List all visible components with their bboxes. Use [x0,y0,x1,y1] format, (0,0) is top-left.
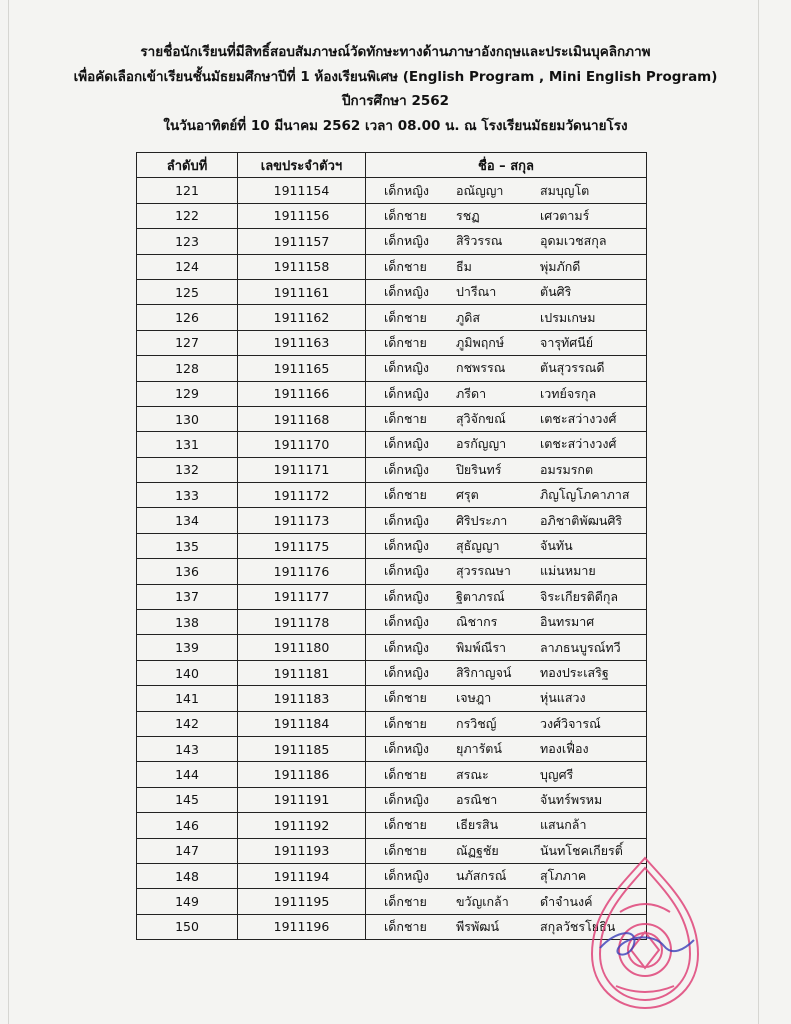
name-title: เด็กหญิง [384,385,429,401]
row-number: 138 [137,610,238,635]
table-row [137,406,647,431]
first-name: สิริวรรณ [456,233,503,249]
table-row [137,863,647,888]
student-id: 1911192 [238,813,366,838]
first-name: กชพรรณ [456,360,506,376]
row-number: 137 [137,584,238,609]
name-title: เด็กหญิง [384,360,429,376]
student-id: 1911172 [238,483,366,508]
column-header-number: ลำดับที่ [137,153,238,178]
first-name: ณิชากร [456,614,498,630]
last-name: ทองประเสริฐ [540,665,609,680]
student-id: 1911186 [238,762,366,787]
first-name: กรวิชญ์ [456,715,497,731]
first-name: ศิริประภา [456,512,508,528]
first-name: สุธัญญา [456,538,500,554]
name-title: เด็กหญิง [384,868,429,884]
student-name [366,787,647,812]
table-body [137,178,647,940]
name-title: เด็กชาย [384,918,427,934]
student-name [366,229,647,254]
first-name: ธีม [456,258,472,274]
document-header [0,40,791,138]
first-name: ศรุต [456,487,479,503]
name-title: เด็กชาย [384,411,427,427]
student-id: 1911177 [238,584,366,609]
first-name: ฐิตาภรณ์ [456,588,505,604]
table-row [137,711,647,736]
table-row [137,787,647,812]
student-id: 1911196 [238,914,366,939]
row-number: 135 [137,533,238,558]
name-title: เด็กหญิง [384,639,429,655]
row-number: 130 [137,406,238,431]
table-row [137,457,647,482]
table-row [137,483,647,508]
header-line-4: ในวันอาทิตย์ที่ 10 มีนาคม 2562 เวลา 08.00 น. ณ โรงเรียนมัธยมวัดนายโรง [163,117,628,134]
row-number: 124 [137,254,238,279]
row-number: 144 [137,762,238,787]
table-row [137,178,647,203]
student-name [366,736,647,761]
first-name: รชฏ [456,207,480,223]
first-name: สิริกาญจน์ [456,665,512,680]
student-id: 1911181 [238,660,366,685]
student-id: 1911154 [238,178,366,203]
row-number: 140 [137,660,238,685]
table-row [137,584,647,609]
student-id: 1911194 [238,863,366,888]
last-name: วงศ์วิจารณ์ [540,715,601,731]
student-name [366,559,647,584]
last-name: บุญศรี [540,766,574,782]
header-line-3: ปีการศึกษา 2562 [341,93,450,109]
name-title: เด็กชาย [384,487,427,503]
page-edge-right [758,0,759,1024]
student-id: 1911171 [238,457,366,482]
table-row [137,813,647,838]
first-name: สุวรรณษา [456,563,511,579]
last-name: พุ่มภักดี [540,258,581,274]
student-name [366,584,647,609]
student-id: 1911178 [238,610,366,635]
last-name: เศวตามร์ [540,207,590,223]
row-number: 142 [137,711,238,736]
name-title: เด็กชาย [384,334,427,350]
table-row [137,254,647,279]
student-name [366,762,647,787]
student-name [366,457,647,482]
first-name: ภูมิพฤกษ์ [456,334,505,350]
first-name: อณัญญา [456,182,504,198]
student-id: 1911195 [238,889,366,914]
school-seal-stamp [586,852,704,1012]
column-header-student-id: เลขประจำตัวฯ [238,153,366,178]
name-title: เด็กหญิง [384,512,429,528]
table-row [137,229,647,254]
student-id: 1911185 [238,736,366,761]
table-row [137,305,647,330]
student-id: 1911191 [238,787,366,812]
first-name: สรณะ [456,766,489,782]
student-id: 1911176 [238,559,366,584]
last-name: ภิญโญโภคาภาส [540,487,630,503]
last-name: ดำจำนงค์ [540,893,593,909]
row-number: 131 [137,432,238,457]
row-number: 125 [137,279,238,304]
last-name: จันทัน [540,538,573,554]
student-name [366,279,647,304]
name-title: เด็กชาย [384,715,427,731]
name-title: เด็กหญิง [384,182,429,198]
name-title: เด็กหญิง [384,588,429,604]
student-id: 1911166 [238,381,366,406]
first-name: อรกัญญา [456,436,507,452]
row-number: 134 [137,508,238,533]
first-name: สุวิจักขณ์ [456,411,506,427]
last-name: เปรมเกษม [540,309,596,325]
table-row [137,330,647,355]
last-name: จิระเกียรติดีกุล [540,588,619,604]
last-name: ตันสุวรรณดี [540,360,605,376]
student-name [366,305,647,330]
student-id: 1911173 [238,508,366,533]
student-name [366,203,647,228]
row-number: 146 [137,813,238,838]
row-number: 139 [137,635,238,660]
last-name: แม่นหมาย [540,563,596,579]
student-name [366,406,647,431]
student-name [366,533,647,558]
student-id: 1911168 [238,406,366,431]
table-row [137,559,647,584]
last-name: เตชะสว่างวงศ์ [540,436,617,452]
first-name: ภรีดา [456,385,487,401]
row-number: 149 [137,889,238,914]
last-name: อภิชาติพัฒนศิริ [540,512,623,528]
row-number: 122 [137,203,238,228]
last-name: เตชะสว่างวงศ์ [540,411,617,427]
row-number: 123 [137,229,238,254]
first-name: ณัฏฐชัย [456,842,499,858]
table-row [137,356,647,381]
first-name: ปิยรินทร์ [456,461,502,477]
row-number: 129 [137,381,238,406]
row-number: 147 [137,838,238,863]
first-name: ยุภารัตน์ [456,741,502,757]
name-title: เด็กหญิง [384,461,429,477]
first-name: เธียรสิน [456,817,499,833]
student-id: 1911156 [238,203,366,228]
last-name: ลาภธนบูรณ์ทวี [540,639,621,655]
row-number: 128 [137,356,238,381]
student-name [366,508,647,533]
first-name: เจษฎา [456,690,492,706]
last-name: จันทร์พรหม [540,791,603,807]
last-name: สุโภภาค [540,868,587,884]
student-id: 1911170 [238,432,366,457]
name-title: เด็กหญิง [384,284,429,300]
table-row [137,432,647,457]
name-title: เด็กหญิง [384,741,429,757]
table-row [137,635,647,660]
student-list-table [136,152,647,940]
name-title: เด็กชาย [384,766,427,782]
last-name: สกุลวัชรโยธิน [540,918,616,934]
row-number: 150 [137,914,238,939]
table-row [137,889,647,914]
first-name: นภัสกรณ์ [456,868,507,884]
last-name: ทองเฟื่อง [540,741,589,757]
student-name [366,711,647,736]
name-title: เด็กชาย [384,258,427,274]
last-name: หุ่นแสวง [540,690,586,706]
name-title: เด็กชาย [384,309,427,325]
row-number: 143 [137,736,238,761]
name-title: เด็กหญิง [384,436,429,452]
student-id: 1911162 [238,305,366,330]
student-id: 1911180 [238,635,366,660]
student-name [366,483,647,508]
table-row [137,838,647,863]
first-name: พิมพ์ณีรา [456,639,507,655]
first-name: อรณิชา [456,791,498,807]
row-number: 126 [137,305,238,330]
table-row [137,686,647,711]
student-name [366,330,647,355]
student-id: 1911165 [238,356,366,381]
page-edge-left [8,0,9,1024]
name-title: เด็กหญิง [384,614,429,630]
name-title: เด็กชาย [384,893,427,909]
table-row [137,508,647,533]
student-id: 1911184 [238,711,366,736]
first-name: ปารีณา [456,284,497,300]
last-name: อินทรมาศ [540,614,595,630]
last-name: อุดมเวชสกุล [540,233,607,249]
student-name [366,254,647,279]
student-name [366,356,647,381]
first-name: พีรพัฒน์ [456,918,500,934]
row-number: 136 [137,559,238,584]
student-id: 1911193 [238,838,366,863]
last-name: แสนกล้า [540,817,587,833]
name-title: เด็กหญิง [384,538,429,554]
table-row [137,279,647,304]
name-title: เด็กหญิง [384,563,429,579]
table-row [137,762,647,787]
student-name [366,686,647,711]
last-name: อมรมรกต [540,461,594,477]
student-name [366,432,647,457]
name-title: เด็กหญิง [384,665,429,680]
student-id: 1911175 [238,533,366,558]
header-line-1: รายชื่อนักเรียนที่มีสิทธิ์สอบสัมภาษณ์วัดทักษะทางด้านภาษาอังกฤษและประเมินบุคลิกภาพ [140,44,651,60]
row-number: 141 [137,686,238,711]
student-name [366,178,647,203]
student-id: 1911163 [238,330,366,355]
header-line-2: เพื่อคัดเลือกเข้าเรียนชั้นมัธยมศึกษาปีที่ 1 ห้องเรียนพิเศษ (English Program , Mini English Program) [73,68,718,85]
name-title: เด็กชาย [384,207,427,223]
table-row [137,203,647,228]
student-id: 1911158 [238,254,366,279]
name-title: เด็กหญิง [384,233,429,249]
last-name: จารุทัศนีย์ [540,334,594,350]
name-title: เด็กชาย [384,690,427,706]
table-row [137,533,647,558]
student-id: 1911183 [238,686,366,711]
table-row [137,381,647,406]
table-row [137,736,647,761]
first-name: ภูดิส [456,309,480,325]
first-name: ขวัญเกล้า [456,893,509,909]
student-name [366,381,647,406]
student-id: 1911161 [238,279,366,304]
signature-mark [600,933,694,954]
student-name [366,813,647,838]
last-name: เวทย์จรกุล [540,385,597,401]
row-number: 148 [137,863,238,888]
last-name: สมบุญโต [540,182,590,198]
student-name [366,610,647,635]
row-number: 133 [137,483,238,508]
last-name: ตันศิริ [540,284,572,300]
row-number: 132 [137,457,238,482]
row-number: 127 [137,330,238,355]
name-title: เด็กหญิง [384,791,429,807]
name-title: เด็กชาย [384,842,427,858]
row-number: 121 [137,178,238,203]
last-name: นันทโชคเกียรติ์ [540,842,623,858]
student-id: 1911157 [238,229,366,254]
column-header-full-name: ชื่อ – สกุล [366,153,647,178]
student-name [366,635,647,660]
row-number: 145 [137,787,238,812]
table-header-row [137,153,647,178]
table-row [137,914,647,939]
student-name [366,660,647,685]
table-row [137,610,647,635]
name-title: เด็กชาย [384,817,427,833]
table-row [137,660,647,685]
